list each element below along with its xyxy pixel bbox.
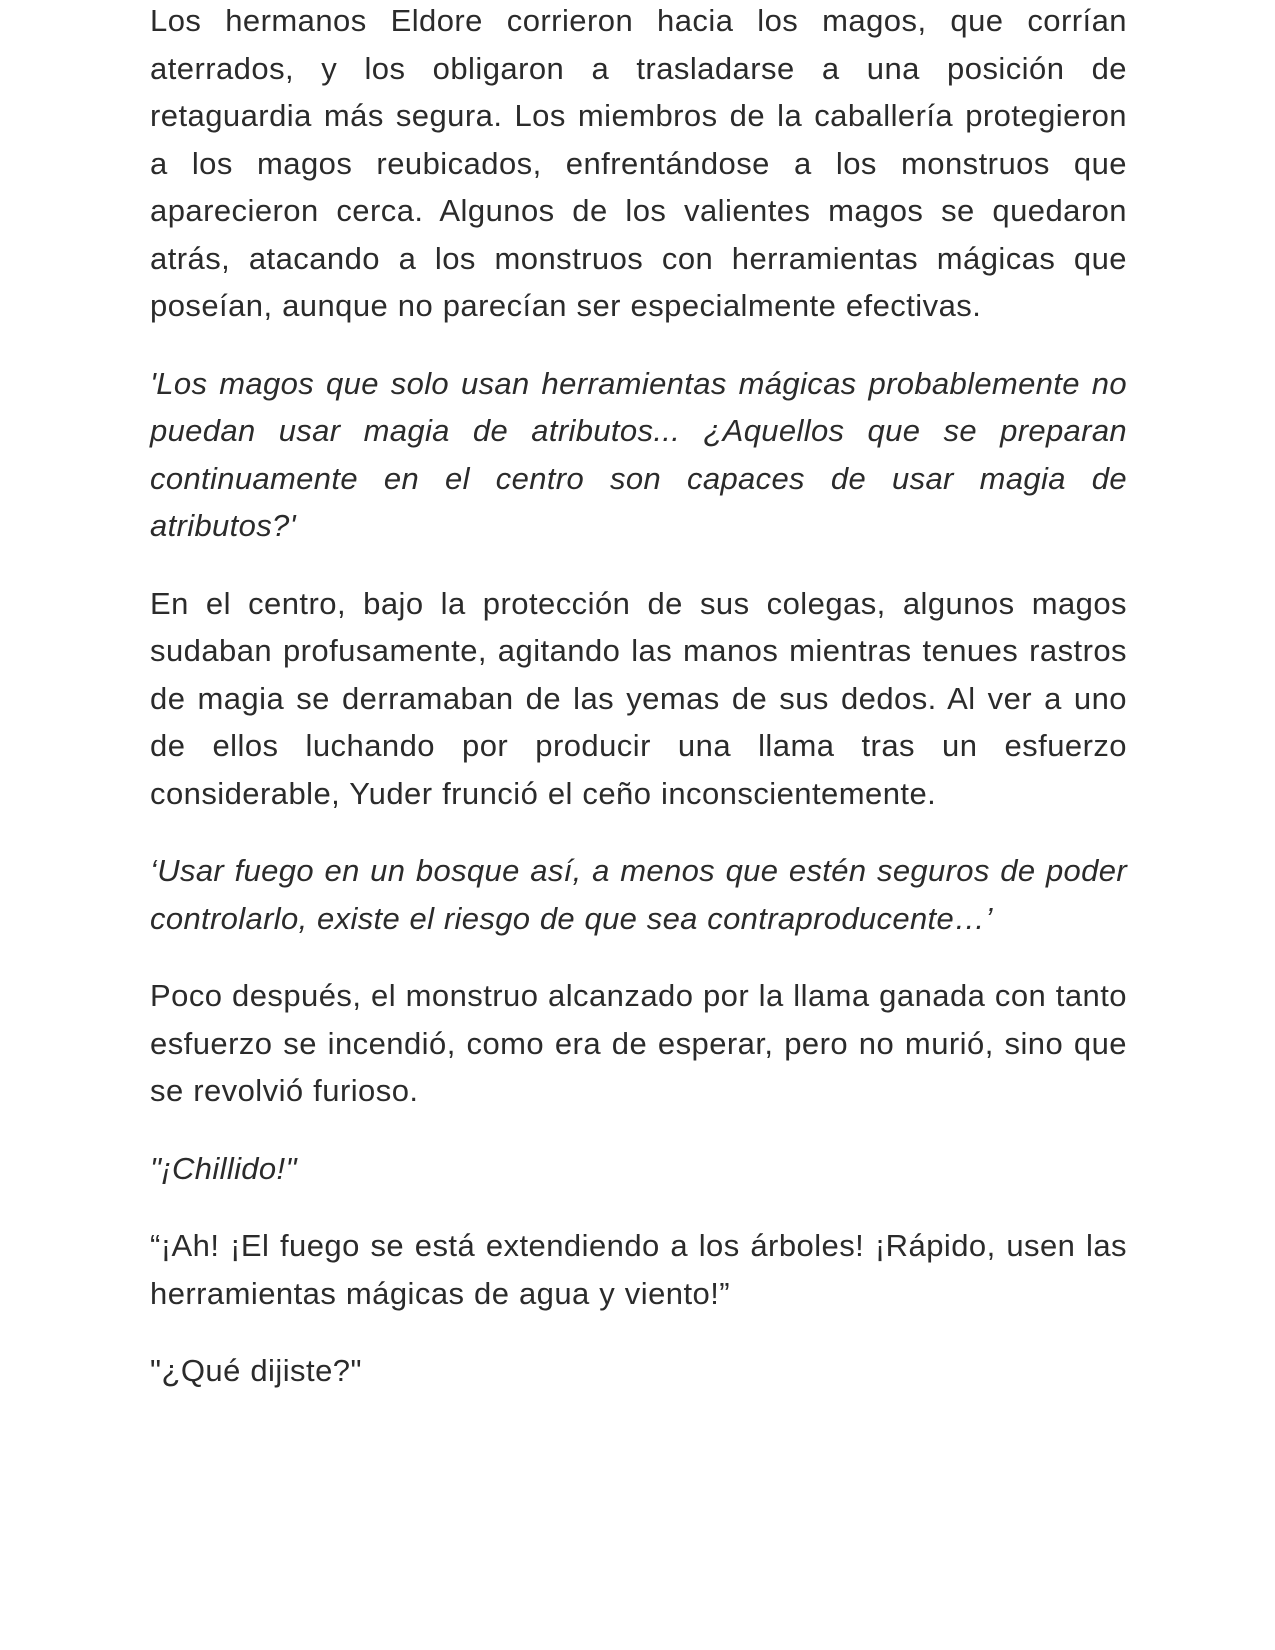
paragraph-dialogue-1: “¡Ah! ¡El fuego se está extendiendo a los árboles! ¡Rápido, usen las herramientas mágicas de agua y viento!” [150,1228,1127,1311]
paragraph-narration-1: Los hermanos Eldore corrieron hacia los magos, que corrían aterrados, y los obligaron a trasladarse a una posición de retaguardia más segura. Los miembros de la caballería protegieron a los magos reubicados, enfrentándose a los monstruos que aparecieron cerca. Algunos de los valientes magos se quedaron atrás, atacando a los monstruos con herramientas mágicas que poseían, aunque no parecían ser especialmente efectivas. [150,3,1127,323]
document-page [150,0,1127,1425]
paragraph-dialogue-2: "¿Qué dijiste?" [150,1353,362,1388]
paragraph-thought-1: 'Los magos que solo usan herramientas mágicas probablemente no puedan usar magia de atributos... ¿Aquellos que se preparan continuamente en el centro son capaces de usar magia de atributos?' [150,365,1127,543]
paragraph-narration-3: Poco después, el monstruo alcanzado por la llama ganada con tanto esfuerzo se incendió, como era de esperar, pero no murió, sino que se revolvió furioso. [150,978,1127,1108]
paragraph-thought-2: ‘Usar fuego en un bosque así, a menos que estén seguros de poder controlarlo, existe el riesgo de que sea contraproducente…’ [150,853,1127,936]
paragraph-sound-effect: "¡Chillido!" [150,1150,297,1186]
paragraph-narration-2: En el centro, bajo la protección de sus colegas, algunos magos sudaban profusamente, agitando las manos mientras tenues rastros de magia se derramaban de las yemas de sus dedos. Al ver a uno de ellos luchando por producir una llama tras un esfuerzo considerable, Yuder frunció el ceño inconscientemente. [150,585,1127,811]
